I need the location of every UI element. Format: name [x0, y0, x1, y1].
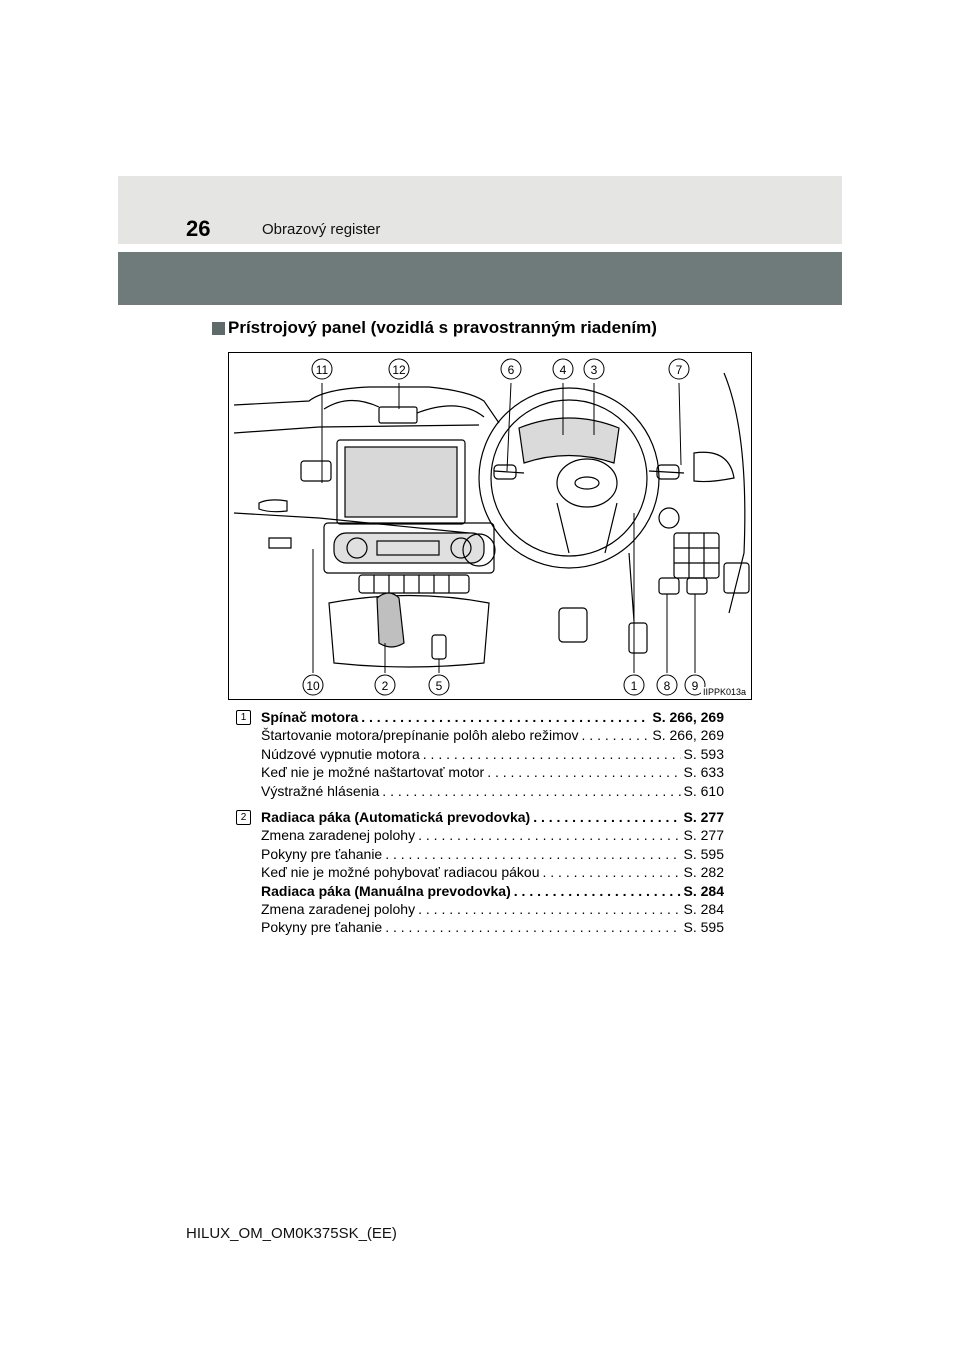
figure-code: IIPPK013a	[702, 687, 746, 697]
entry-number-badge: 2	[236, 810, 251, 825]
page-reference: S. 284	[683, 882, 724, 899]
page-reference: S. 610	[683, 782, 724, 799]
subheading	[212, 318, 657, 338]
page-number: 26	[186, 216, 211, 241]
index-entry	[236, 708, 724, 800]
page-reference: S. 277	[683, 827, 724, 844]
entry-text: Keď nie je možné pohybovať radiacou pákou	[261, 864, 540, 881]
callout-label: 3	[590, 363, 598, 377]
entry-text: Keď nie je možné naštartovať motor	[261, 764, 485, 781]
entry-text: Výstražné hlásenia	[261, 782, 380, 799]
entry-text: Radiaca páka (Manuálna prevodovka)	[261, 882, 511, 899]
entry-text: Núdzové vypnutie motora	[261, 745, 420, 762]
page-reference: S. 595	[683, 919, 724, 936]
entry-subitem-row[interactable]	[261, 826, 724, 844]
callout-label: 10	[306, 679, 320, 693]
callout-label: 6	[507, 363, 515, 377]
section-title: Obrazový register	[262, 221, 381, 238]
page-reference: S. 282	[683, 864, 724, 881]
entry-text: Pokyny pre ťahanie	[261, 845, 383, 862]
entry-heading-row[interactable]	[261, 808, 724, 826]
square-bullet-icon	[212, 322, 225, 335]
callout-label: 2	[381, 679, 389, 693]
page-reference: S. 284	[683, 901, 724, 918]
callouts-top	[312, 359, 689, 379]
entry-subitem-row[interactable]	[261, 745, 724, 763]
dashboard-drawing	[229, 353, 751, 699]
subheading-text: Prístrojový panel (vozidlá s pravostranným riadením)	[228, 318, 657, 337]
dot-leader	[423, 745, 681, 763]
entry-subitem-row[interactable]	[261, 863, 724, 881]
header-band	[118, 176, 842, 244]
callout-label: 1	[630, 679, 638, 693]
entry-text: Pokyny pre ťahanie	[261, 919, 383, 936]
entry-number-badge: 1	[236, 710, 251, 725]
entry-text: Spínač motora	[261, 709, 359, 725]
page-reference: S. 277	[683, 809, 724, 826]
entry-subitem-row[interactable]	[261, 900, 724, 918]
dot-leader	[418, 900, 680, 918]
footer-doc-code: HILUX_OM_OM0K375SK_(EE)	[186, 1225, 397, 1242]
page-reference: S. 266, 269	[652, 709, 724, 725]
entry-text: Radiaca páka (Automatická prevodovka)	[261, 809, 531, 826]
page-reference: S. 633	[683, 764, 724, 781]
entry-text: Zmena zaradenej polohy	[261, 901, 416, 918]
dot-leader	[385, 845, 680, 863]
dot-leader	[361, 708, 649, 726]
entry-heading-row[interactable]	[261, 882, 724, 900]
dot-leader	[385, 918, 680, 936]
callout-label: 9	[691, 679, 699, 693]
entry-subitem-row[interactable]	[261, 845, 724, 863]
entry-subitem-row[interactable]	[261, 782, 724, 800]
callout-label: 8	[663, 679, 671, 693]
dot-leader	[418, 826, 680, 844]
entry-subitem-row[interactable]	[261, 726, 724, 744]
entry-subitem-row[interactable]	[261, 918, 724, 936]
dot-leader	[542, 863, 680, 881]
index-entries	[236, 708, 724, 945]
entry-text: Štartovanie motora/prepínanie polôh alebo režimov	[261, 727, 579, 744]
header-dark-band	[118, 252, 842, 305]
page-reference: S. 593	[683, 745, 724, 762]
dot-leader	[487, 763, 680, 781]
callout-label: 11	[315, 363, 329, 377]
callout-label: 12	[392, 363, 406, 377]
entry-heading-row[interactable]	[261, 708, 724, 726]
entry-subitem-row[interactable]	[261, 763, 724, 781]
dot-leader	[582, 726, 650, 744]
dashboard-illustration	[228, 352, 752, 700]
entry-text: Zmena zaradenej polohy	[261, 827, 416, 844]
callout-label: 4	[559, 363, 567, 377]
page-reference: S. 266, 269	[652, 727, 724, 744]
dot-leader	[514, 882, 681, 900]
callouts-bottom	[303, 675, 705, 695]
dot-leader	[382, 782, 680, 800]
page-reference: S. 595	[683, 845, 724, 862]
callout-label: 5	[435, 679, 443, 693]
index-entry	[236, 808, 724, 937]
dot-leader	[533, 808, 680, 826]
callout-label: 7	[675, 363, 683, 377]
